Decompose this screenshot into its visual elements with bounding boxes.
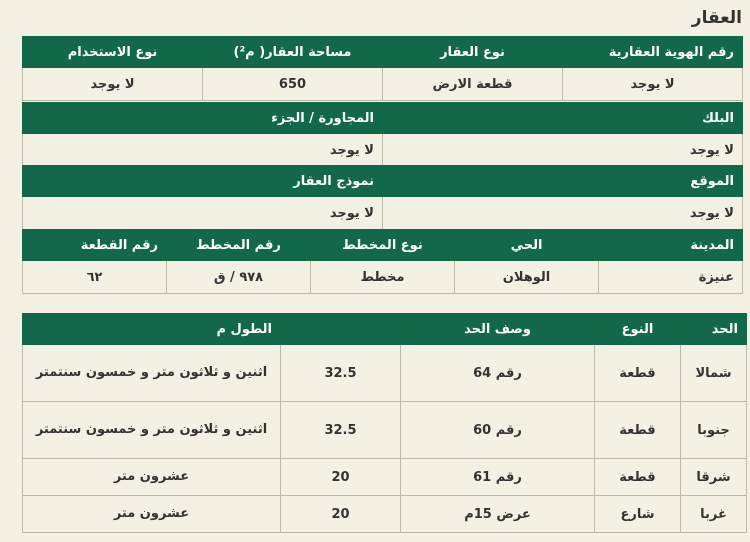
table-row	[23, 197, 743, 230]
table-header-row	[23, 103, 743, 134]
header-property-id: رقم الهوية العقارية	[563, 37, 743, 68]
header-length-value	[281, 314, 401, 345]
section-title: العقار	[691, 8, 742, 28]
header-plot-number: رقم القطعة	[23, 230, 167, 261]
table-row	[23, 68, 743, 101]
header-property-area: مساحة العقار( م²)	[203, 37, 383, 68]
header-border: الحد	[681, 314, 747, 345]
borders-table	[22, 313, 747, 533]
border-direction: جنوبا	[681, 402, 747, 459]
value-plot-number: ٦٢	[23, 261, 167, 294]
border-direction: غربا	[681, 496, 747, 533]
border-length-number: 32.5	[281, 402, 401, 459]
table-header-row	[23, 314, 747, 345]
border-kind: شارع	[595, 496, 681, 533]
value-plan-type: مخطط	[311, 261, 455, 294]
border-direction: شرقا	[681, 459, 747, 496]
border-length-text: عشرون متر	[23, 496, 281, 533]
border-description: رقم 64	[401, 345, 595, 402]
table-row	[23, 496, 747, 533]
location-table	[22, 165, 743, 230]
border-kind: قطعة	[595, 459, 681, 496]
value-location: لا يوجد	[383, 197, 743, 230]
property-basic-table	[22, 36, 743, 101]
border-length-number: 20	[281, 459, 401, 496]
header-usage-type: نوع الاستخدام	[23, 37, 203, 68]
header-city: المدينة	[599, 230, 743, 261]
value-block: لا يوجد	[383, 134, 743, 167]
border-description: رقم 60	[401, 402, 595, 459]
table-row	[23, 402, 747, 459]
header-location: الموقع	[383, 166, 743, 197]
header-district: الحي	[455, 230, 599, 261]
border-length-text: عشرون متر	[23, 459, 281, 496]
border-length-text: اثنين و ثلاثون متر و خمسون سنتمتر	[23, 345, 281, 402]
header-property-model: نموذج العقار	[23, 166, 383, 197]
border-length-number: 32.5	[281, 345, 401, 402]
value-property-id: لا يوجد	[563, 68, 743, 101]
table-row	[23, 345, 747, 402]
border-description: رقم 61	[401, 459, 595, 496]
value-neighborhood-part: لا يوجد	[23, 134, 383, 167]
header-border-description: وصف الحد	[401, 314, 595, 345]
table-row	[23, 261, 743, 294]
value-property-type: قطعة الارض	[383, 68, 563, 101]
value-plan-number: ٩٧٨ / ق	[167, 261, 311, 294]
value-property-area: 650	[203, 68, 383, 101]
table-header-row	[23, 37, 743, 68]
value-usage-type: لا يوجد	[23, 68, 203, 101]
table-header-row	[23, 230, 743, 261]
border-kind: قطعة	[595, 402, 681, 459]
value-district: الوهلان	[455, 261, 599, 294]
block-table	[22, 102, 743, 167]
value-property-model: لا يوجد	[23, 197, 383, 230]
header-plan-type: نوع المخطط	[311, 230, 455, 261]
table-row	[23, 459, 747, 496]
border-direction: شمالا	[681, 345, 747, 402]
header-length: الطول م	[23, 314, 281, 345]
header-plan-number: رقم المخطط	[167, 230, 311, 261]
value-city: عنيزة	[599, 261, 743, 294]
border-kind: قطعة	[595, 345, 681, 402]
border-length-text: اثنين و ثلاثون متر و خمسون سنتمتر	[23, 402, 281, 459]
header-kind: النوع	[595, 314, 681, 345]
header-block: البلك	[383, 103, 743, 134]
table-row	[23, 134, 743, 167]
border-length-number: 20	[281, 496, 401, 533]
header-property-type: نوع العقار	[383, 37, 563, 68]
plan-table	[22, 229, 743, 294]
table-header-row	[23, 166, 743, 197]
border-description: عرض 15م	[401, 496, 595, 533]
header-neighborhood-part: المجاورة / الجزء	[23, 103, 383, 134]
